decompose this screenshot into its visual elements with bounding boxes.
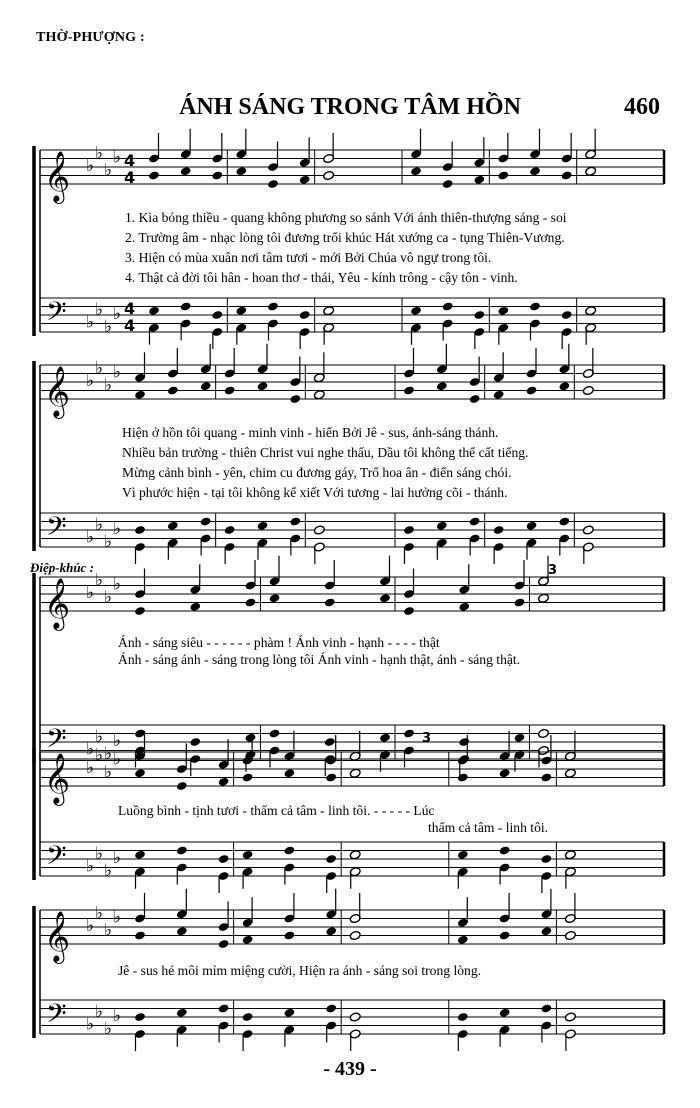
quarter-note [499, 845, 511, 855]
flat-sign: ♭ [86, 916, 95, 936]
quarter-note [134, 606, 146, 616]
verse-2-line-2: Nhiều bản trường - thiên Christ vui nghe thấu, Dầu tôi không thể cất tiếng. [122, 445, 529, 460]
flat-sign: ♭ [104, 743, 113, 764]
quarter-note [497, 306, 509, 316]
quarter-note [180, 166, 192, 176]
quarter-note [176, 1008, 188, 1018]
chorus-line-2b: thấm cả tâm - linh tôi. [428, 820, 549, 835]
flat-sign: ♭ [113, 147, 122, 168]
flat-sign: ♭ [86, 1014, 95, 1035]
flat-sign: ♭ [104, 762, 113, 783]
quarter-note [235, 166, 247, 176]
flat-sign: ♭ [86, 371, 95, 391]
quarter-note [324, 737, 336, 747]
chorus-line-2a: Luồng bình - tịnh tươi - thấm cả tâm - linh tôi. - - - - - Lúc [118, 803, 435, 818]
quarter-note [442, 179, 454, 189]
flat-sign: ♭ [104, 160, 113, 181]
flat-sign: ♭ [95, 514, 104, 535]
quarter-note [469, 394, 481, 404]
quarter-note [469, 516, 481, 526]
quarter-note [529, 301, 541, 311]
chorus-line-3: Jê - sus hé môi mỉm miệng cười, Hiện ra ánh - sáng soi trong lòng. [118, 963, 482, 978]
quarter-note [325, 1003, 337, 1013]
quarter-note [442, 301, 454, 311]
quarter-note [211, 170, 223, 180]
quarter-note [436, 521, 448, 531]
half-note [538, 593, 550, 603]
quarter-note [148, 170, 160, 180]
triplet-mark: 3 [422, 731, 432, 746]
quarter-note [134, 768, 146, 778]
flat-sign: ♭ [113, 304, 122, 324]
quarter-note [410, 166, 422, 176]
verse-1-line-1: 1. Kìa bóng thiều - quang không phương so sánh Với ánh thiên-thượng sáng - soi [125, 210, 567, 225]
quarter-note [493, 390, 505, 400]
flat-sign: ♭ [104, 375, 113, 396]
quarter-note [473, 175, 485, 185]
quarter-note [540, 772, 552, 782]
quarter-note [134, 930, 146, 940]
quarter-note [403, 525, 415, 535]
page-number: - 439 - [323, 1058, 377, 1080]
flat-sign: ♭ [86, 527, 95, 548]
quarter-note [134, 390, 146, 400]
quarter-note [325, 772, 337, 782]
quarter-note [497, 170, 509, 180]
quarter-note [176, 926, 188, 936]
quarter-note [200, 381, 212, 391]
quarter-note [410, 306, 422, 316]
flat-sign: ♭ [95, 299, 104, 320]
quarter-note [325, 926, 337, 936]
flat-sign: ♭ [104, 316, 113, 337]
flat-sign: ♭ [113, 362, 122, 383]
quarter-note [457, 1012, 469, 1022]
flat-sign: ♭ [86, 739, 95, 760]
quarter-note [436, 381, 448, 391]
half-note [349, 768, 361, 778]
flat-sign: ♭ [95, 143, 104, 164]
quarter-note [299, 310, 311, 320]
quarter-note [499, 1008, 511, 1018]
quarter-note [526, 385, 538, 395]
quarter-note [499, 930, 511, 940]
quarter-note [403, 728, 415, 738]
half-note [538, 728, 550, 738]
half-note [323, 306, 335, 316]
quarter-note [473, 310, 485, 320]
treble-clef: 𝄞 [44, 366, 71, 417]
quarter-note [540, 854, 552, 864]
quarter-note [167, 521, 179, 531]
half-note [582, 385, 594, 395]
flat-sign: ♭ [113, 848, 122, 868]
chorus-label: Điệp-khúc : [30, 560, 94, 575]
quarter-note [245, 597, 257, 607]
treble-clef: 𝄞 [44, 911, 71, 962]
quarter-note [457, 772, 469, 782]
quarter-note [224, 385, 236, 395]
quarter-note [176, 781, 188, 791]
bass-clef: 𝄢 [46, 510, 67, 549]
flat-sign: ♭ [86, 156, 95, 176]
verse-3-line-2: Mừng cảnh bình - yên, chim cu đương gáy, Trổ hoa ân - điển sáng chói. [122, 465, 512, 480]
quarter-note [325, 854, 337, 864]
flat-sign: ♭ [104, 1018, 113, 1039]
flat-sign: ♭ [113, 574, 122, 595]
verse-4-line-1: 4. Thật cả đời tôi hân - hoan thơ - thái, Yêu - kính trông - cậy tôn - vinh. [125, 270, 518, 285]
half-note [313, 390, 325, 400]
section-label: THỜ-PHƯỢNG : [36, 30, 145, 45]
quarter-note [269, 728, 281, 738]
half-note [564, 768, 576, 778]
quarter-note [283, 845, 295, 855]
flat-sign: ♭ [86, 758, 95, 778]
quarter-note [257, 521, 269, 531]
quarter-note [134, 525, 146, 535]
chorus-line-1b: Ánh - sáng ánh - sáng trong lòng tôi Ánh vinh - hạnh thật, ánh - sáng thật. [118, 652, 521, 667]
verse-3-line-1: 3. Hiện có mùa xuân nơi tâm tươi - mới Bởi Chúa vô ngự trong tôi. [125, 250, 492, 265]
quarter-note [134, 850, 146, 860]
quarter-note [514, 733, 526, 743]
half-note [349, 850, 361, 860]
quarter-note [558, 381, 570, 391]
time-sig-bottom: 4 [124, 168, 136, 187]
quarter-note [242, 772, 254, 782]
quarter-note [558, 516, 570, 526]
flat-sign: ♭ [113, 749, 122, 770]
flat-sign: ♭ [113, 519, 122, 539]
quarter-note [257, 381, 269, 391]
quarter-note [458, 602, 470, 612]
flat-sign: ♭ [104, 531, 113, 552]
treble-clef: 𝄞 [44, 753, 71, 804]
quarter-note [283, 768, 295, 778]
quarter-note [324, 597, 336, 607]
flat-sign: ♭ [104, 860, 113, 881]
flat-sign: ♭ [95, 726, 104, 747]
half-note [564, 850, 576, 860]
treble-clef: 𝄞 [44, 578, 71, 629]
quarter-note [529, 166, 541, 176]
quarter-note [267, 301, 279, 311]
half-note [582, 525, 594, 535]
quarter-note [458, 737, 470, 747]
quarter-note [218, 854, 230, 864]
bass-clef: 𝄢 [46, 722, 67, 761]
quarter-note [403, 385, 415, 395]
flat-sign: ♭ [113, 731, 122, 751]
quarter-note [299, 175, 311, 185]
quarter-note [561, 170, 573, 180]
flat-sign: ♭ [113, 907, 122, 928]
quarter-note [457, 935, 469, 945]
quarter-note [218, 777, 230, 787]
quarter-note [211, 310, 223, 320]
flat-sign: ♭ [95, 745, 104, 766]
quarter-note [514, 597, 526, 607]
quarter-note [540, 926, 552, 936]
half-note [585, 166, 597, 176]
flat-sign: ♭ [86, 583, 95, 603]
flat-sign: ♭ [95, 358, 104, 379]
quarter-note [148, 306, 160, 316]
quarter-note [189, 737, 201, 747]
chorus-line-1a: Ánh - sáng siêu - - - - - - phàm ! Ánh vinh - hạnh - - - - thật [118, 635, 440, 650]
quarter-note [224, 525, 236, 535]
half-note [564, 930, 576, 940]
quarter-note [242, 935, 254, 945]
quarter-note [200, 516, 212, 526]
flat-sign: ♭ [104, 920, 113, 941]
verse-2-line-1: 2. Trường âm - nhạc lòng tôi đương trổi khúc Hát xướng ca - tụng Thiên-Vương. [125, 230, 565, 245]
quarter-note [526, 521, 538, 531]
quarter-note [289, 516, 301, 526]
treble-clef: 𝄞 [44, 151, 71, 202]
quarter-note [176, 845, 188, 855]
half-note [349, 930, 361, 940]
flat-sign: ♭ [95, 1001, 104, 1022]
quarter-note [242, 850, 254, 860]
time-sig-top: 4 [124, 299, 136, 318]
quarter-note [134, 1012, 146, 1022]
flat-sign: ♭ [95, 843, 104, 864]
quarter-note [289, 394, 301, 404]
half-note [585, 306, 597, 316]
quarter-note [189, 602, 201, 612]
quarter-note [218, 1003, 230, 1013]
quarter-note [379, 593, 391, 603]
flat-sign: ♭ [86, 856, 95, 877]
flat-sign: ♭ [113, 1006, 122, 1026]
flat-sign: ♭ [95, 570, 104, 591]
half-note [323, 170, 335, 180]
bass-clef: 𝄢 [46, 839, 67, 878]
quarter-note [540, 1003, 552, 1013]
flat-sign: ♭ [86, 312, 95, 333]
flat-sign: ♭ [104, 587, 113, 608]
quarter-note [167, 385, 179, 395]
bass-clef: 𝄢 [46, 997, 67, 1036]
bass-clef: 𝄢 [46, 295, 67, 334]
triplet-mark: 3 [548, 563, 558, 578]
quarter-note [499, 768, 511, 778]
quarter-note [283, 930, 295, 940]
quarter-note [457, 850, 469, 860]
quarter-note [269, 593, 281, 603]
quarter-note [245, 733, 257, 743]
quarter-note [242, 1012, 254, 1022]
half-note [313, 525, 325, 535]
quarter-note [493, 525, 505, 535]
quarter-note [180, 301, 192, 311]
verse-4-line-2: Vì phước hiện - tại tôi không kể xiết Với tương - lai hưởng cõi - thánh. [122, 485, 508, 500]
quarter-note [283, 1008, 295, 1018]
flat-sign: ♭ [95, 903, 104, 924]
quarter-note [403, 606, 415, 616]
quarter-note [235, 306, 247, 316]
half-note [349, 1012, 361, 1022]
time-sig-bottom: 4 [124, 316, 136, 335]
hymn-title: ÁNH SÁNG TRONG TÂM HỒN [179, 94, 521, 120]
time-sig-top: 4 [124, 151, 136, 170]
quarter-note [267, 179, 279, 189]
quarter-note [379, 733, 391, 743]
hymn-number: 460 [624, 94, 660, 120]
verse-1-line-2: Hiện ở hồn tôi quang - minh vinh - hiển Bởi Jê - sus, ánh-sáng thánh. [122, 425, 499, 440]
quarter-note [218, 939, 230, 949]
quarter-note [561, 310, 573, 320]
half-note [564, 1012, 576, 1022]
